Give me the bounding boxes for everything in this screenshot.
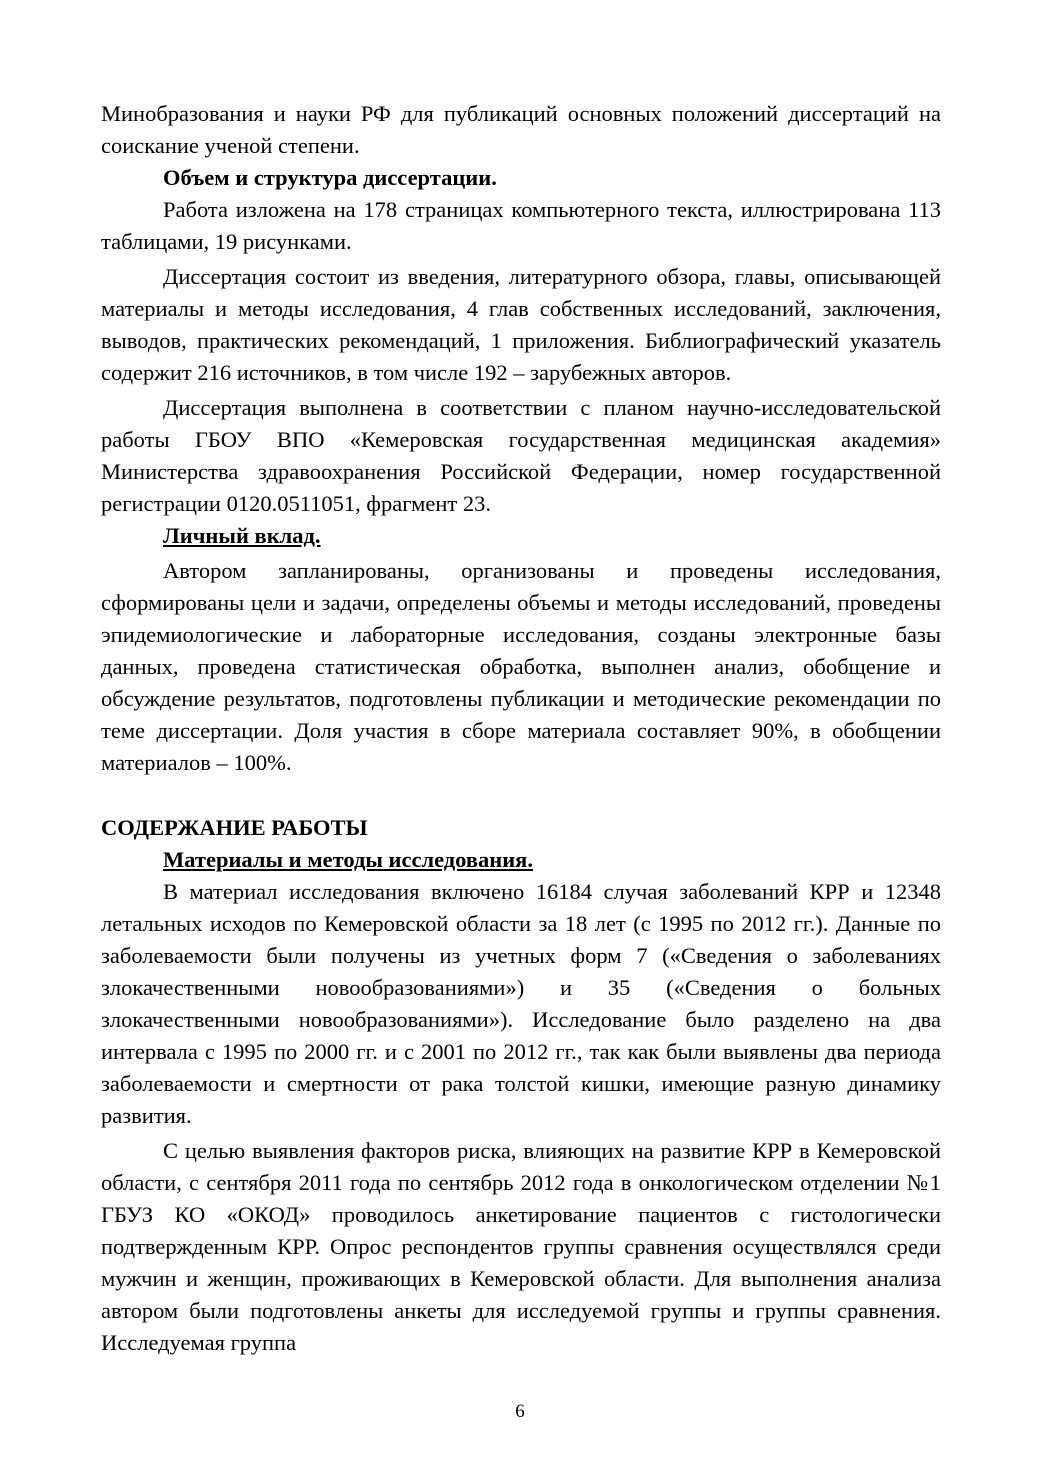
heading-volume-structure: Объем и структура диссертации.	[163, 165, 497, 190]
page-number: 6	[515, 1401, 525, 1422]
paragraph-registration: Диссертация выполнена в соответствии с планом научно-исследовательской работы ГБОУ ВПО «Кемеровская государственная медицинская академия» Министерства здравоохранения Российской Федерации, номер государственной регистрации 0120.0511051, фрагмент 23.	[101, 395, 941, 516]
paragraph-volume: Работа изложена на 178 страницах компьютерного текста, иллюстрирована 113 таблицами, 19 рисунками.	[101, 197, 941, 254]
heading-personal-contribution-text: Личный вклад.	[163, 523, 321, 548]
heading-materials-methods-text: Материалы и методы исследования.	[163, 847, 533, 872]
heading-personal-contribution	[101, 520, 941, 552]
heading-materials-methods	[101, 844, 941, 876]
paragraph-structure: Диссертация состоит из введения, литературного обзора, главы, описывающей материалы и методы исследования, 4 глав собственных исследований, заключения, выводов, практических рекомендаций, 1 приложения. Библиографический указатель содержит 216 источников, в том числе 192 – зарубежных авторов.	[101, 264, 941, 385]
paragraph-survey: С целью выявления факторов риска, влияющих на развитие КРР в Кемеровской области, с сентября 2011 года по сентябрь 2012 года в онкологическом отделении №1 ГБУЗ КО «ОКОД» проводилось анкетирование пациентов с гистологически подтвержденным КРР. Опрос респондентов группы сравнения осуществлялся среди мужчин и женщин, проживающих в Кемеровской области. Для выполнения анализа автором были подготовлены анкеты для исследуемой группы и группы сравнения. Исследуемая группа	[101, 1138, 941, 1355]
paragraph-continuation: Минобразования и науки РФ для публикаций основных положений диссертаций на соискание ученой степени.	[101, 101, 941, 158]
document-page	[101, 98, 941, 1359]
paragraph-contribution: Автором запланированы, организованы и проведены исследования, сформированы цели и задачи, определены объемы и методы исследований, проведены эпидемиологические и лабораторные исследования, созданы электронные базы данных, проведена статистическая обработка, выполнен анализ, обобщение и обсуждение результатов, подготовлены публикации и методические рекомендации по теме диссертации. Доля участия в сборе материала составляет 90%, в обобщении материалов – 100%.	[101, 558, 941, 775]
heading-work-content: СОДЕРЖАНИЕ РАБОТЫ	[101, 815, 368, 840]
paragraph-materials: В материал исследования включено 16184 случая заболеваний КРР и 12348 летальных исходов по Кемеровской области за 18 лет (с 1995 по 2012 гг.). Данные по заболеваемости были получены из учетных форм 7 («Сведения о заболеваниях злокачественными новообразованиями») и 35 («Сведения о больных злокачественными новообразованиями»). Исследование было разделено на два интервала с 1995 по 2000 гг. и с 2001 по 2012 гг., так как были выявлены два периода заболеваемости и смертности от рака толстой кишки, имеющие разную динамику развития.	[101, 879, 941, 1128]
